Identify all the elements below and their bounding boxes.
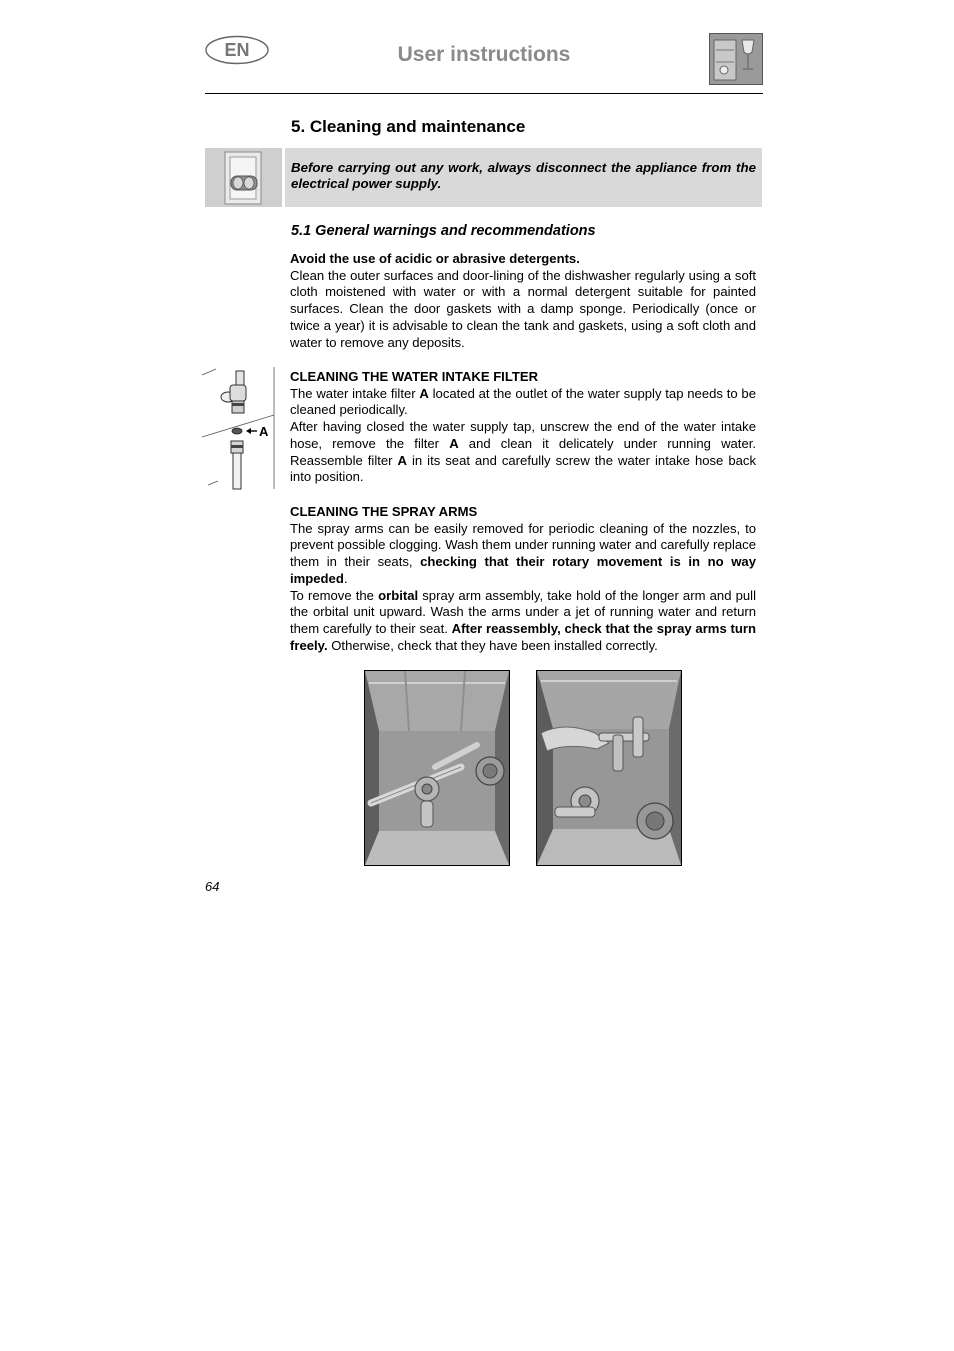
subsection-title: 5.1 General warnings and recommendations xyxy=(291,223,596,239)
page-header-title: User instructions xyxy=(397,43,571,66)
water-intake-filter-illustration xyxy=(200,365,282,491)
detergent-advice-block xyxy=(290,251,756,351)
water-filter-paragraph-2: After having closed the water supply tap, unscrew the end of the water intake hose, remove the filter A and clean it delicately under running water. Reassemble filter A in its seat and carefully screw the water intake hose back into position. xyxy=(290,419,756,485)
header-divider xyxy=(205,93,763,94)
dishwasher-thumbnail-icon xyxy=(709,33,763,85)
spray-arms-block xyxy=(290,504,756,654)
page-number: 64 xyxy=(205,879,220,894)
warning-text: Before carrying out any work, always disconnect the appliance from the electrical power supply. xyxy=(291,160,756,191)
section-title: 5. Cleaning and maintenance xyxy=(291,117,526,136)
filter-callout-label: A xyxy=(259,424,269,439)
language-badge xyxy=(205,35,269,65)
spray-arms-paragraph-1: The spray arms can be easily removed for periodic cleaning of the nozzles, to prevent possible clogging. Wash them under running water and carefully replace them in their seats, checking that their rotary movement is in no way impeded. xyxy=(290,520,756,586)
water-filter-paragraph-1: The water intake filter A located at the outlet of the water supply tap needs to be cleaned periodically. xyxy=(290,385,756,418)
dishwasher-interior-photo-right xyxy=(536,670,682,866)
detergent-advice-body: Clean the outer surfaces and door-lining of the dishwasher regularly using a soft cloth moistened with water or with a normal detergent suitable for painted surfaces. Clean the door gaskets with a damp sponge. Periodically (once or twice a year) it is advisable to clean the tank and gaskets, using a soft cloth and water to remove any deposits. xyxy=(290,267,756,350)
language-code: EN xyxy=(224,40,250,60)
water-filter-heading: CLEANING THE WATER INTAKE FILTER xyxy=(290,369,539,384)
spray-arms-heading: CLEANING THE SPRAY ARMS xyxy=(290,504,478,519)
dishwasher-interior-photo-left xyxy=(364,670,510,866)
power-socket-warning-icon xyxy=(205,148,282,207)
spray-arms-paragraph-2: To remove the orbital spray arm assembly, take hold of the longer arm and pull the orbital unit upward. Wash the arms under a jet of running water and return them carefully to their seat. After reassembly, check that the spray arms turn freely. Otherwise, check that they have been installed correctly. xyxy=(290,587,756,653)
warning-banner xyxy=(285,148,762,207)
detergent-advice-heading: Avoid the use of acidic or abrasive detergents. xyxy=(290,251,580,266)
water-filter-block xyxy=(290,369,756,486)
